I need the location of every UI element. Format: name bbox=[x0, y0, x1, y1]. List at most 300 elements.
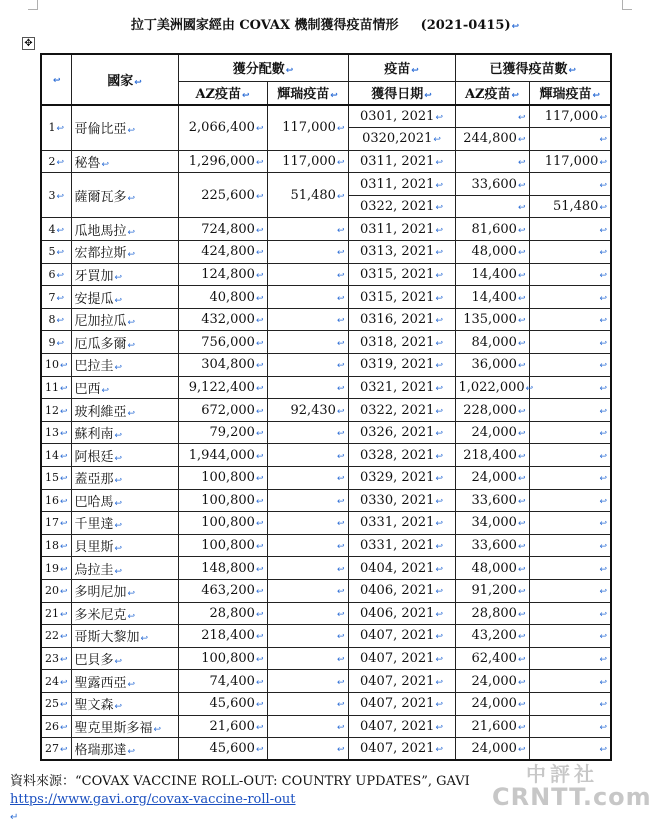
received-pfizer bbox=[529, 512, 611, 535]
country-name bbox=[71, 489, 178, 512]
delivery-date bbox=[348, 534, 455, 557]
cell-end-mark-icon: ↩ bbox=[336, 429, 345, 440]
cell-end-mark-icon: ↩ bbox=[517, 429, 526, 440]
cell-end-mark-icon: ↩ bbox=[435, 338, 443, 349]
received-pfizer bbox=[529, 263, 611, 286]
country-name bbox=[71, 670, 178, 693]
row-number-text: 12 bbox=[45, 403, 59, 417]
delivery-date-text: 0406, 2021 bbox=[360, 583, 435, 599]
watermark-logo bbox=[492, 758, 652, 811]
received-pfizer bbox=[529, 467, 611, 490]
allocated-az bbox=[178, 738, 267, 761]
table-body bbox=[41, 105, 611, 760]
received-az-text: 62,400 bbox=[471, 651, 517, 667]
cell-end-mark-icon: ↩ bbox=[60, 383, 68, 394]
received-az bbox=[455, 105, 529, 128]
delivery-date bbox=[348, 105, 455, 128]
table-row bbox=[41, 150, 611, 173]
received-az-text: 218,400 bbox=[463, 447, 517, 463]
received-az-text: 24,000 bbox=[471, 470, 517, 486]
received-pfizer bbox=[529, 128, 611, 151]
allocated-az bbox=[178, 399, 267, 422]
received-az-text: 14,400 bbox=[471, 266, 517, 282]
country-name-text: 阿根廷 bbox=[74, 449, 114, 465]
row-number-text: 20 bbox=[45, 584, 59, 598]
cell-end-mark-icon: ↩ bbox=[517, 519, 526, 530]
received-pfizer bbox=[529, 331, 611, 354]
cell-end-mark-icon: ↩ bbox=[336, 225, 345, 236]
table-row bbox=[41, 105, 611, 128]
allocated-az bbox=[178, 489, 267, 512]
allocated-pfizer bbox=[267, 670, 348, 693]
allocated-az bbox=[178, 218, 267, 241]
allocated-az-text: 74,400 bbox=[209, 673, 255, 689]
allocated-pfizer bbox=[267, 715, 348, 738]
header-received-pfizer: 輝瑞疫苗↩ bbox=[529, 81, 611, 105]
delivery-date-text: 0301, 2021 bbox=[360, 109, 435, 125]
received-az-text: 33,600 bbox=[471, 176, 517, 192]
allocated-pfizer bbox=[267, 692, 348, 715]
received-pfizer bbox=[529, 557, 611, 580]
received-az bbox=[455, 715, 529, 738]
delivery-date bbox=[348, 195, 455, 218]
table-row bbox=[41, 218, 611, 241]
allocated-az-text: 45,600 bbox=[209, 741, 255, 757]
delivery-date-text: 0407, 2021 bbox=[360, 741, 435, 757]
cell-end-mark-icon: ↩ bbox=[592, 91, 601, 102]
received-pfizer bbox=[529, 399, 611, 422]
received-pfizer bbox=[529, 715, 611, 738]
received-az-text: 33,600 bbox=[471, 492, 517, 508]
table-row bbox=[41, 715, 611, 738]
country-name bbox=[71, 715, 178, 738]
allocated-az bbox=[178, 534, 267, 557]
cell-end-mark-icon: ↩ bbox=[60, 564, 68, 575]
cell-end-mark-icon: ↩ bbox=[599, 564, 607, 575]
allocated-pfizer-text: 117,000 bbox=[282, 153, 336, 169]
received-az-text: 1,022,000 bbox=[458, 379, 525, 395]
received-az-text: 34,000 bbox=[471, 515, 517, 531]
received-az bbox=[455, 557, 529, 580]
row-number-text: 13 bbox=[45, 426, 59, 440]
allocated-pfizer bbox=[267, 150, 348, 173]
country-name-text: 巴貝多 bbox=[74, 653, 114, 669]
allocated-az-text: 724,800 bbox=[201, 221, 255, 237]
cell-end-mark-icon: ↩ bbox=[114, 295, 123, 306]
cell-end-mark-icon: ↩ bbox=[435, 587, 443, 598]
delivery-date-text: 0326, 2021 bbox=[360, 425, 435, 441]
cell-end-mark-icon: ↩ bbox=[60, 745, 68, 756]
received-pfizer bbox=[529, 579, 611, 602]
country-name-text: 厄瓜多爾 bbox=[74, 336, 127, 352]
cell-end-mark-icon: ↩ bbox=[517, 113, 526, 124]
cell-end-mark-icon: ↩ bbox=[56, 338, 65, 349]
cell-end-mark-icon: ↩ bbox=[60, 655, 68, 666]
allocated-pfizer bbox=[267, 625, 348, 648]
country-name bbox=[71, 399, 178, 422]
cell-end-mark-icon: ↩ bbox=[56, 248, 65, 259]
row-number bbox=[41, 467, 71, 490]
received-az-text: 24,000 bbox=[471, 425, 517, 441]
country-name bbox=[71, 692, 178, 715]
country-name-text: 宏都拉斯 bbox=[74, 246, 127, 262]
allocated-pfizer-text: 51,480 bbox=[290, 187, 336, 203]
cell-end-mark-icon: ↩ bbox=[517, 542, 526, 553]
received-pfizer bbox=[529, 376, 611, 399]
allocated-pfizer bbox=[267, 331, 348, 354]
allocated-az-text: 463,200 bbox=[201, 583, 255, 599]
table-row bbox=[41, 625, 611, 648]
row-number bbox=[41, 670, 71, 693]
header-allocated-az: AZ疫苗↩ bbox=[178, 81, 267, 105]
cell-end-mark-icon: ↩ bbox=[255, 496, 264, 507]
cell-end-mark-icon: ↩ bbox=[435, 700, 443, 711]
allocated-az-text: 304,800 bbox=[201, 357, 255, 373]
delivery-date bbox=[348, 557, 455, 580]
allocated-pfizer bbox=[267, 534, 348, 557]
delivery-date-text: 0329, 2021 bbox=[360, 470, 435, 486]
cell-end-mark-icon: ↩ bbox=[114, 544, 123, 555]
table-row bbox=[41, 308, 611, 331]
cell-end-mark-icon: ↩ bbox=[336, 316, 345, 327]
title-text: 拉丁美洲國家經由 COVAX 機制獲得疫苗情形 bbox=[130, 18, 399, 33]
cell-end-mark-icon: ↩ bbox=[599, 180, 607, 191]
allocated-az bbox=[178, 286, 267, 309]
table-row bbox=[41, 512, 611, 535]
header-received-az: AZ疫苗↩ bbox=[455, 81, 529, 105]
cell-end-mark-icon: ↩ bbox=[60, 496, 68, 507]
row-number bbox=[41, 308, 71, 331]
allocated-az bbox=[178, 263, 267, 286]
row-number-text: 22 bbox=[45, 629, 59, 643]
row-number-text: 14 bbox=[45, 448, 59, 462]
received-az bbox=[455, 444, 529, 467]
cell-end-mark-icon: ↩ bbox=[599, 542, 607, 553]
cell-end-mark-icon: ↩ bbox=[435, 496, 443, 507]
delivery-date-text: 0330, 2021 bbox=[360, 492, 435, 508]
cell-end-mark-icon: ↩ bbox=[435, 609, 443, 620]
cell-end-mark-icon: ↩ bbox=[336, 564, 345, 575]
cell-end-mark-icon: ↩ bbox=[517, 270, 526, 281]
cell-end-mark-icon: ↩ bbox=[433, 135, 441, 146]
allocated-pfizer bbox=[267, 512, 348, 535]
row-number-text: 6 bbox=[48, 267, 56, 281]
cell-end-mark-icon: ↩ bbox=[114, 272, 123, 283]
received-az-text: 21,600 bbox=[471, 718, 517, 734]
cell-end-mark-icon: ↩ bbox=[127, 611, 136, 622]
allocated-az bbox=[178, 444, 267, 467]
table-row bbox=[41, 444, 611, 467]
cell-end-mark-icon: ↩ bbox=[435, 632, 443, 643]
delivery-date bbox=[348, 218, 455, 241]
delivery-date bbox=[348, 444, 455, 467]
cell-end-mark-icon: ↩ bbox=[599, 745, 607, 756]
received-az bbox=[455, 263, 529, 286]
cell-end-mark-icon: ↩ bbox=[511, 91, 520, 102]
cell-end-mark-icon: ↩ bbox=[101, 385, 110, 396]
country-name-text: 哥斯大黎加 bbox=[74, 630, 140, 646]
cell-end-mark-icon: ↩ bbox=[255, 157, 264, 168]
allocated-az-text: 756,000 bbox=[201, 334, 255, 350]
cell-end-mark-icon: ↩ bbox=[336, 745, 345, 756]
received-pfizer bbox=[529, 241, 611, 264]
delivery-date bbox=[348, 376, 455, 399]
cell-end-mark-icon: ↩ bbox=[517, 361, 526, 372]
cell-end-mark-icon: ↩ bbox=[517, 564, 526, 575]
cell-end-mark-icon: ↩ bbox=[56, 157, 65, 168]
delivery-date bbox=[348, 399, 455, 422]
delivery-date bbox=[348, 489, 455, 512]
allocated-pfizer bbox=[267, 376, 348, 399]
row-number bbox=[41, 421, 71, 444]
received-az bbox=[455, 738, 529, 761]
row-number bbox=[41, 602, 71, 625]
table-row bbox=[41, 421, 611, 444]
delivery-date-text: 0316, 2021 bbox=[360, 312, 435, 328]
allocated-az-text: 100,800 bbox=[201, 538, 255, 554]
allocated-pfizer bbox=[267, 467, 348, 490]
cell-end-mark-icon: ↩ bbox=[114, 363, 123, 374]
row-number bbox=[41, 218, 71, 241]
received-pfizer-text: 117,000 bbox=[544, 153, 599, 169]
cell-end-mark-icon: ↩ bbox=[336, 270, 345, 281]
cell-end-mark-icon: ↩ bbox=[599, 451, 607, 462]
received-az bbox=[455, 489, 529, 512]
cell-end-mark-icon: ↩ bbox=[255, 564, 264, 575]
cell-end-mark-icon: ↩ bbox=[599, 203, 607, 214]
allocated-pfizer bbox=[267, 308, 348, 331]
cell-end-mark-icon: ↩ bbox=[599, 361, 607, 372]
delivery-date-text: 0311, 2021 bbox=[360, 176, 435, 192]
allocated-az-text: 79,200 bbox=[209, 425, 255, 441]
received-az bbox=[455, 241, 529, 264]
cell-end-mark-icon: ↩ bbox=[568, 66, 577, 77]
delivery-date bbox=[348, 670, 455, 693]
row-number-text: 3 bbox=[48, 188, 56, 202]
row-number-text: 27 bbox=[45, 742, 59, 756]
cell-end-mark-icon: ↩ bbox=[114, 702, 123, 713]
cell-end-mark-icon: ↩ bbox=[336, 361, 345, 372]
cell-end-mark-icon: ↩ bbox=[517, 655, 526, 666]
received-pfizer-text: 51,480 bbox=[552, 199, 599, 215]
cell-end-mark-icon: ↩ bbox=[599, 113, 607, 124]
country-name bbox=[71, 444, 178, 467]
cell-end-mark-icon: ↩ bbox=[56, 316, 65, 327]
cell-end-mark-icon: ↩ bbox=[255, 191, 264, 202]
cell-end-mark-icon: ↩ bbox=[255, 632, 264, 643]
country-name bbox=[71, 557, 178, 580]
row-number-text: 10 bbox=[45, 358, 59, 372]
country-name-text: 蘇利南 bbox=[74, 427, 114, 443]
table-move-handle-icon[interactable]: ✥ bbox=[22, 37, 35, 50]
cell-end-mark-icon: ↩ bbox=[435, 677, 443, 688]
delivery-date bbox=[348, 286, 455, 309]
country-name bbox=[71, 263, 178, 286]
delivery-date bbox=[348, 308, 455, 331]
received-pfizer bbox=[529, 625, 611, 648]
cell-end-mark-icon: ↩ bbox=[336, 722, 345, 733]
cell-end-mark-icon: ↩ bbox=[60, 451, 68, 462]
allocated-pfizer bbox=[267, 241, 348, 264]
allocated-az bbox=[178, 173, 267, 218]
cell-end-mark-icon: ↩ bbox=[60, 361, 68, 372]
cell-end-mark-icon: ↩ bbox=[599, 722, 607, 733]
row-number bbox=[41, 692, 71, 715]
allocated-az-text: 100,800 bbox=[201, 651, 255, 667]
row-number-text: 26 bbox=[45, 719, 59, 733]
cell-end-mark-icon: ↩ bbox=[114, 476, 123, 487]
delivery-date-text: 0313, 2021 bbox=[360, 244, 435, 260]
cell-end-mark-icon: ↩ bbox=[255, 587, 264, 598]
cell-end-mark-icon: ↩ bbox=[336, 655, 345, 666]
country-name bbox=[71, 354, 178, 377]
received-pfizer bbox=[529, 218, 611, 241]
row-number-text: 1 bbox=[48, 121, 56, 135]
cell-end-mark-icon: ↩ bbox=[599, 338, 607, 349]
delivery-date bbox=[348, 354, 455, 377]
cell-end-mark-icon: ↩ bbox=[127, 227, 136, 238]
cell-end-mark-icon: ↩ bbox=[255, 406, 264, 417]
source-link[interactable]: https://www.gavi.org/covax-vaccine-roll-out bbox=[10, 792, 296, 807]
cell-end-mark-icon: ↩ bbox=[517, 745, 526, 756]
cell-end-mark-icon: ↩ bbox=[599, 496, 607, 507]
cell-end-mark-icon: ↩ bbox=[435, 225, 443, 236]
cell-end-mark-icon: ↩ bbox=[255, 124, 264, 135]
row-number bbox=[41, 376, 71, 399]
table-row bbox=[41, 534, 611, 557]
allocated-pfizer bbox=[267, 557, 348, 580]
row-number-text: 18 bbox=[45, 539, 59, 553]
allocated-az bbox=[178, 647, 267, 670]
watermark-line-1: 中評社 bbox=[526, 762, 598, 786]
cell-end-mark-icon: ↩ bbox=[525, 383, 534, 394]
cell-end-mark-icon: ↩ bbox=[60, 609, 68, 620]
allocated-az bbox=[178, 150, 267, 173]
cell-end-mark-icon: ↩ bbox=[435, 451, 443, 462]
received-az-text: 48,000 bbox=[471, 560, 517, 576]
delivery-date-text: 0319, 2021 bbox=[360, 357, 435, 373]
cell-end-mark-icon: ↩ bbox=[599, 632, 607, 643]
row-number-text: 2 bbox=[48, 154, 56, 168]
cell-end-mark-icon: ↩ bbox=[517, 474, 526, 485]
allocated-pfizer bbox=[267, 399, 348, 422]
header-vaccine-date-top: 疫苗↩ bbox=[348, 54, 455, 81]
cell-end-mark-icon: ↩ bbox=[114, 657, 123, 668]
country-name bbox=[71, 467, 178, 490]
header-vaccine-date-bottom: 獲得日期↩ bbox=[348, 81, 455, 105]
allocated-az bbox=[178, 692, 267, 715]
cell-end-mark-icon: ↩ bbox=[424, 91, 432, 102]
cell-end-mark-icon: ↩ bbox=[60, 474, 68, 485]
cell-end-mark-icon: ↩ bbox=[599, 655, 607, 666]
received-az-text: 24,000 bbox=[471, 741, 517, 757]
cell-end-mark-icon: ↩ bbox=[435, 474, 443, 485]
cell-end-mark-icon: ↩ bbox=[599, 474, 607, 485]
row-number-text: 16 bbox=[45, 493, 59, 507]
delivery-date-text: 0328, 2021 bbox=[360, 447, 435, 463]
cell-end-mark-icon: ↩ bbox=[435, 248, 443, 259]
cell-end-mark-icon: ↩ bbox=[242, 91, 250, 102]
allocated-az-text: 424,800 bbox=[201, 244, 255, 260]
cell-end-mark-icon: ↩ bbox=[517, 135, 526, 146]
received-pfizer bbox=[529, 150, 611, 173]
cell-end-mark-icon: ↩ bbox=[336, 609, 345, 620]
delivery-date-text: 0331, 2021 bbox=[360, 515, 435, 531]
country-name bbox=[71, 241, 178, 264]
country-name-text: 聖露西亞 bbox=[74, 675, 127, 691]
delivery-date bbox=[348, 331, 455, 354]
cell-end-mark-icon: ↩ bbox=[517, 338, 526, 349]
delivery-date-text: 0407, 2021 bbox=[360, 651, 435, 667]
cell-end-mark-icon: ↩ bbox=[127, 126, 136, 137]
cell-end-mark-icon: ↩ bbox=[517, 203, 526, 214]
allocated-az bbox=[178, 354, 267, 377]
allocated-az-text: 40,800 bbox=[209, 289, 255, 305]
cell-end-mark-icon: ↩ bbox=[517, 248, 526, 259]
cell-end-mark-icon: ↩ bbox=[435, 180, 443, 191]
country-name bbox=[71, 602, 178, 625]
allocated-pfizer bbox=[267, 173, 348, 218]
received-az bbox=[455, 512, 529, 535]
header-index-cell bbox=[41, 54, 71, 105]
cell-end-mark-icon: ↩ bbox=[599, 587, 607, 598]
cell-end-mark-icon: ↩ bbox=[599, 135, 607, 146]
received-az bbox=[455, 331, 529, 354]
cell-end-mark-icon: ↩ bbox=[336, 157, 345, 168]
cell-end-mark-icon: ↩ bbox=[60, 542, 68, 553]
cell-end-mark-icon: ↩ bbox=[127, 318, 136, 329]
cell-end-mark-icon: ↩ bbox=[114, 521, 123, 532]
received-pfizer bbox=[529, 738, 611, 761]
allocated-pfizer bbox=[267, 105, 348, 150]
cell-end-mark-icon: ↩ bbox=[127, 408, 136, 419]
country-name-text: 哥倫比亞 bbox=[74, 122, 127, 138]
delivery-date bbox=[348, 512, 455, 535]
cell-end-mark-icon: ↩ bbox=[435, 270, 443, 281]
allocated-pfizer bbox=[267, 286, 348, 309]
cell-end-mark-icon: ↩ bbox=[114, 498, 123, 509]
cell-end-mark-icon: ↩ bbox=[599, 677, 607, 688]
cell-end-mark-icon: ↩ bbox=[255, 248, 264, 259]
delivery-date-text: 0407, 2021 bbox=[360, 718, 435, 734]
cell-end-mark-icon: ↩ bbox=[599, 293, 607, 304]
cell-end-mark-icon: ↩ bbox=[336, 474, 345, 485]
cell-end-mark-icon: ↩ bbox=[255, 225, 264, 236]
cell-end-mark-icon: ↩ bbox=[435, 157, 443, 168]
table-row bbox=[41, 489, 611, 512]
allocated-az-text: 2,066,400 bbox=[188, 120, 255, 136]
paragraph-mark-icon: ↩ bbox=[511, 22, 520, 32]
allocated-az-text: 9,122,400 bbox=[188, 379, 255, 395]
received-az-text: 244,800 bbox=[463, 131, 517, 147]
table-row bbox=[41, 692, 611, 715]
country-name bbox=[71, 331, 178, 354]
delivery-date bbox=[348, 263, 455, 286]
cell-end-mark-icon: ↩ bbox=[101, 159, 110, 170]
cell-end-mark-icon: ↩ bbox=[255, 361, 264, 372]
table-row bbox=[41, 602, 611, 625]
received-az bbox=[455, 354, 529, 377]
cell-end-mark-icon: ↩ bbox=[336, 124, 345, 135]
received-pfizer bbox=[529, 489, 611, 512]
received-az bbox=[455, 647, 529, 670]
row-number-text: 25 bbox=[45, 697, 59, 711]
country-name bbox=[71, 150, 178, 173]
allocated-az bbox=[178, 421, 267, 444]
country-name-text: 玻利維亞 bbox=[74, 404, 127, 420]
row-number-text: 11 bbox=[45, 380, 59, 394]
cell-end-mark-icon: ↩ bbox=[336, 542, 345, 553]
